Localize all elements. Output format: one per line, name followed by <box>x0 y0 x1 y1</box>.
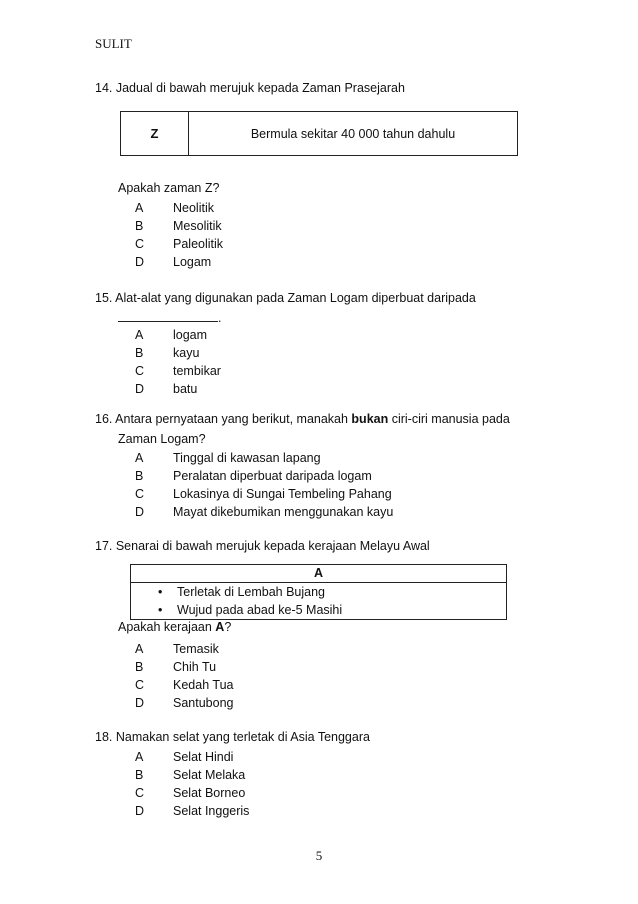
option-17-b[interactable] <box>135 658 216 676</box>
question-17-prompt <box>95 617 231 637</box>
option-18-d[interactable] <box>135 802 249 820</box>
bullet-icon: • <box>158 603 163 617</box>
option-text: Temasik <box>173 642 219 656</box>
option-letter: A <box>135 328 144 342</box>
table-cell-label: Z <box>121 112 189 155</box>
option-text: Paleolitik <box>173 237 224 251</box>
option-17-d[interactable] <box>135 694 233 712</box>
question-15-stem <box>95 288 476 328</box>
question-14-table <box>120 111 518 156</box>
option-text: Selat Borneo <box>173 786 246 800</box>
option-letter: A <box>135 642 144 656</box>
question-17-q-after: ? <box>224 620 232 634</box>
option-18-a[interactable] <box>135 748 233 766</box>
page-header: SULIT <box>95 36 132 51</box>
question-16-stem <box>95 409 510 449</box>
option-letter: C <box>135 364 145 378</box>
option-text: Selat Hindi <box>173 750 234 764</box>
question-14-question: Apakah zaman Z? <box>118 181 220 195</box>
option-15-a[interactable] <box>135 326 207 344</box>
option-letter: D <box>135 696 145 710</box>
option-letter: C <box>135 487 145 501</box>
page-number: 5 <box>315 848 323 863</box>
table-cell-description: Bermula sekitar 40 000 tahun dahulu <box>250 126 456 141</box>
blank-end: . <box>218 311 222 325</box>
option-text: Neolitik <box>173 201 214 215</box>
option-letter: C <box>135 678 145 692</box>
option-text: Selat Melaka <box>173 768 246 782</box>
option-letter: A <box>135 750 144 764</box>
option-text: kayu <box>173 346 200 360</box>
option-text: Tinggal di kawasan lapang <box>173 451 321 465</box>
option-text: logam <box>173 328 208 342</box>
question-14-stem: 14. Jadual di bawah merujuk kepada Zaman Prasejarah <box>95 81 405 95</box>
option-16-b[interactable] <box>135 467 372 485</box>
question-17-table <box>130 564 507 620</box>
option-17-c[interactable] <box>135 676 233 694</box>
question-16-emphasis: bukan <box>351 412 389 426</box>
option-14-a[interactable] <box>135 199 214 217</box>
option-letter: D <box>135 804 145 818</box>
option-16-a[interactable] <box>135 449 321 467</box>
option-letter: B <box>135 660 144 674</box>
question-15-text: 15. Alat-alat yang digunakan pada Zaman Logam diperbuat daripada <box>95 291 476 305</box>
option-text: Mesolitik <box>173 219 222 233</box>
answer-blank <box>118 308 218 322</box>
question-17-q-bold: A <box>215 620 225 634</box>
option-letter: B <box>135 346 144 360</box>
question-14-prompt <box>95 178 219 198</box>
option-text: Logam <box>173 255 212 269</box>
question-16-line2: Zaman Logam? <box>118 432 206 446</box>
table-header: A <box>131 565 506 583</box>
option-letter: A <box>135 201 144 215</box>
option-text: Mayat dikebumikan menggunakan kayu <box>173 505 394 519</box>
option-15-d[interactable] <box>135 380 197 398</box>
option-letter: B <box>135 469 144 483</box>
option-letter: C <box>135 237 145 251</box>
option-text: Lokasinya di Sungai Tembeling Pahang <box>173 487 392 501</box>
option-16-c[interactable] <box>135 485 392 503</box>
option-text: tembikar <box>173 364 221 378</box>
option-letter: D <box>135 382 145 396</box>
option-text: batu <box>173 382 198 396</box>
option-letter: D <box>135 505 145 519</box>
option-18-c[interactable] <box>135 784 245 802</box>
option-text: Santubong <box>173 696 234 710</box>
question-18-stem: 18. Namakan selat yang terletak di Asia Tenggara <box>95 730 370 744</box>
option-letter: D <box>135 255 145 269</box>
option-letter: C <box>135 786 145 800</box>
question-16-text-before: 16. Antara pernyataan yang berikut, manakah <box>95 412 352 426</box>
option-15-c[interactable] <box>135 362 221 380</box>
option-16-d[interactable] <box>135 503 393 521</box>
question-16-text-after: ciri-ciri manusia pada <box>388 412 510 426</box>
option-letter: A <box>135 451 144 465</box>
option-letter: B <box>135 219 144 233</box>
table-bullet-item <box>131 583 506 601</box>
question-17-stem: 17. Senarai di bawah merujuk kepada kerajaan Melayu Awal <box>95 539 430 553</box>
option-17-a[interactable] <box>135 640 219 658</box>
option-15-b[interactable] <box>135 344 199 362</box>
option-18-b[interactable] <box>135 766 245 784</box>
option-text: Kedah Tua <box>173 678 234 692</box>
option-14-b[interactable] <box>135 217 222 235</box>
option-letter: B <box>135 768 144 782</box>
question-17-q-before: Apakah kerajaan <box>118 620 216 634</box>
option-text: Chih Tu <box>173 660 217 674</box>
option-14-c[interactable] <box>135 235 223 253</box>
bullet-icon: • <box>158 585 163 599</box>
option-text: Selat Inggeris <box>173 804 250 818</box>
bullet-text: Wujud pada abad ke-5 Masihi <box>177 603 343 617</box>
option-14-d[interactable] <box>135 253 211 271</box>
bullet-text: Terletak di Lembah Bujang <box>177 585 326 599</box>
option-text: Peralatan diperbuat daripada logam <box>173 469 372 483</box>
